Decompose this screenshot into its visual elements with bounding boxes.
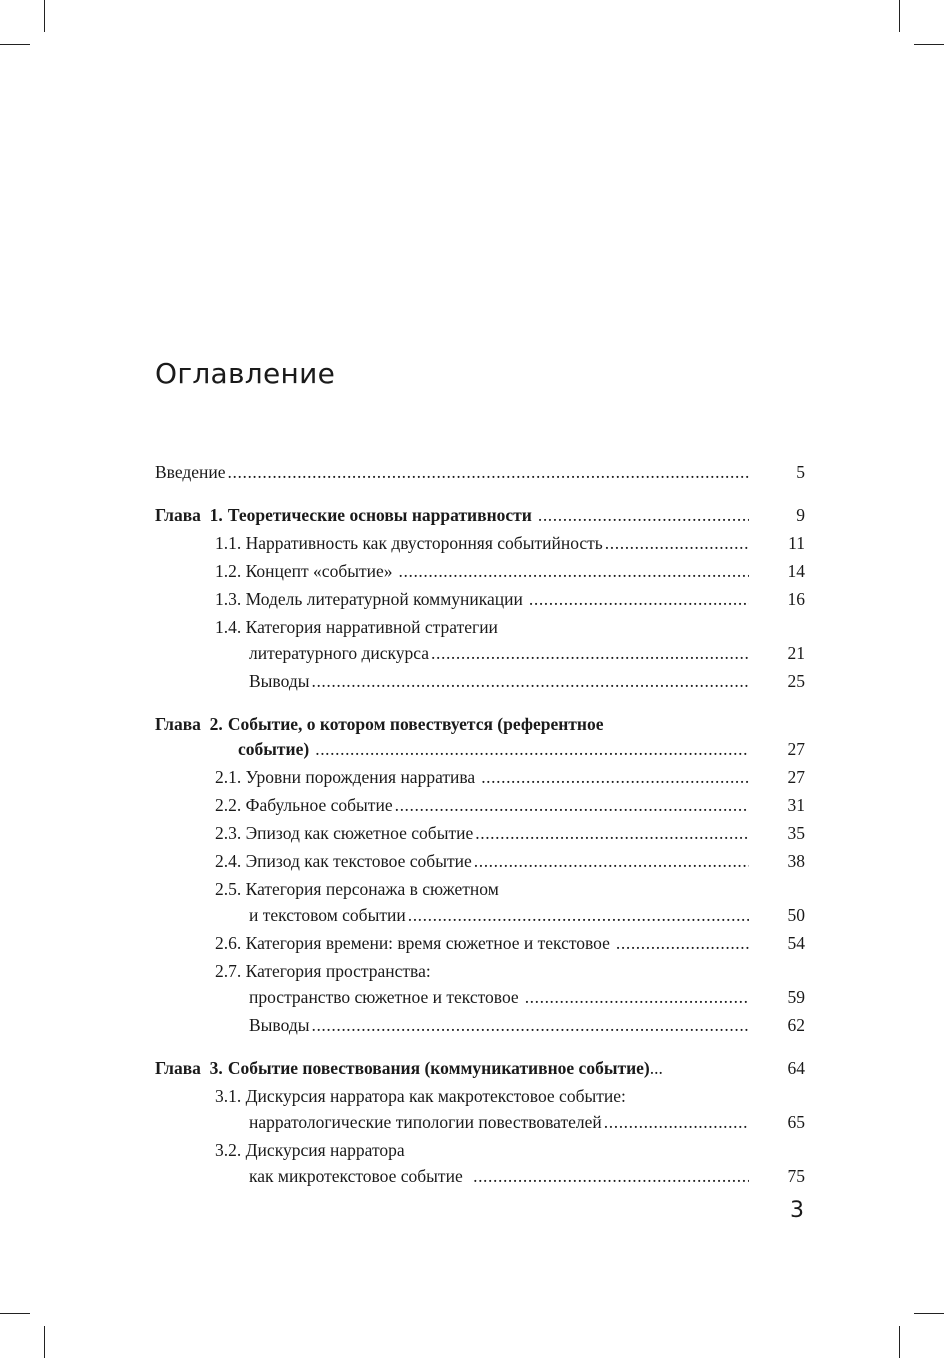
toc-entry-page: 5: [796, 462, 805, 482]
toc-entry-label: Выводы: [249, 671, 310, 691]
toc-entry-page: 21: [787, 643, 805, 663]
toc-entry-label: как микротекстовое событие: [249, 1166, 468, 1186]
chapter-prefix: Глава 3.: [155, 1058, 223, 1078]
toc-entry-1-4-cont[interactable]: [155, 639, 805, 667]
toc-entry-label: 2.4. Эпизод как текстовое событие: [215, 851, 472, 871]
toc-entry-2-1[interactable]: [155, 763, 805, 791]
leader-dots: [315, 735, 749, 763]
toc-entry-2-conclusions[interactable]: [155, 1011, 805, 1039]
page-number: 3: [790, 1198, 804, 1223]
leader-dots: [431, 639, 749, 667]
toc-entry-label: нарратологические типологии повествователей: [249, 1112, 602, 1132]
toc-entry-label: 3.2. Дискурсия нарратора: [215, 1140, 405, 1160]
toc-entry-1-2[interactable]: [155, 557, 805, 585]
toc-entry-2-5-cont[interactable]: [155, 901, 805, 929]
toc-entry-label: 1.3. Модель литературной коммуникации: [215, 589, 523, 609]
leader-dots: [395, 791, 749, 819]
crop-mark: [899, 1326, 900, 1358]
toc-entry-label: 1.2. Концепт «событие»: [215, 561, 393, 581]
page-title: Оглавление: [155, 357, 336, 390]
toc-entry-label: 2.1. Уровни порождения нарратива: [215, 767, 476, 787]
toc-entry-page: 27: [787, 767, 805, 787]
leader-dots: [408, 901, 749, 929]
toc-entry-2-7[interactable]: [155, 957, 805, 985]
leader-dots: [475, 819, 749, 847]
chapter-title: Теоретические основы нарративности: [227, 505, 532, 525]
toc-entry-page: 31: [787, 795, 805, 815]
toc-entry-page: 59: [787, 987, 805, 1007]
toc-entry-page: 27: [787, 739, 805, 759]
chapter-title: событие): [238, 739, 310, 759]
toc-entry-page: 11: [788, 533, 805, 553]
leader-dots: [616, 929, 749, 957]
toc-entry-page: 35: [787, 823, 805, 843]
toc-entry-label: 2.2. Фабульное событие: [215, 795, 393, 815]
toc-entry-page: 50: [787, 905, 805, 925]
toc-entry-label: 2.5. Категория персонажа в сюжетном: [215, 879, 499, 899]
toc-entry-page: 62: [787, 1015, 805, 1035]
toc-entry-page: 64: [787, 1058, 805, 1078]
toc-entry-2-6[interactable]: [155, 929, 805, 957]
toc-entry-1-conclusions[interactable]: [155, 667, 805, 695]
crop-mark: [0, 44, 30, 45]
toc-entry-2-7-cont[interactable]: [155, 983, 805, 1011]
leader-dots: ...: [649, 1058, 663, 1078]
toc-entry-2-4[interactable]: [155, 847, 805, 875]
toc-entry-page: 9: [796, 505, 805, 525]
toc-entry-2-2[interactable]: [155, 791, 805, 819]
leader-dots: [473, 1162, 749, 1190]
toc-entry-label: 1.1. Нарративность как двусторонняя событийность: [215, 533, 603, 553]
chapter-title: Событие, о котором повествуется (референтное: [227, 714, 604, 734]
leader-dots: [311, 1011, 749, 1039]
toc-entry-2-3[interactable]: [155, 819, 805, 847]
toc-entry-label: 2.6. Категория времени: время сюжетное и текстовое: [215, 933, 610, 953]
leader-dots: [311, 667, 749, 695]
toc-entry-label: и текстовом событии: [249, 905, 406, 925]
toc-entry-page: 16: [787, 589, 805, 609]
crop-mark: [899, 0, 900, 32]
crop-mark: [914, 1313, 944, 1314]
toc-entry-page: 25: [787, 671, 805, 691]
leader-dots: [605, 529, 749, 557]
toc-entry-3-2[interactable]: [155, 1136, 805, 1164]
toc-chapter-1[interactable]: [155, 501, 805, 529]
leader-dots: [474, 847, 749, 875]
toc-entry-page: 14: [787, 561, 805, 581]
toc-entry-page: 65: [787, 1112, 805, 1132]
toc-entry-page: 75: [787, 1166, 805, 1186]
chapter-prefix: Глава 2.: [155, 714, 223, 734]
toc-entry-intro[interactable]: [155, 458, 805, 486]
toc-entry-3-1[interactable]: [155, 1082, 805, 1110]
toc-entry-label: 3.1. Дискурсия нарратора как макротекстовое событие:: [215, 1086, 626, 1106]
toc-entry-3-2-cont[interactable]: [155, 1162, 805, 1190]
toc-entry-label: Введение: [155, 462, 226, 482]
toc-entry-label: 2.7. Категория пространства:: [215, 961, 431, 981]
toc-entry-label: 1.4. Категория нарративной стратегии: [215, 617, 498, 637]
toc-entry-2-5[interactable]: [155, 875, 805, 903]
toc-chapter-2[interactable]: [155, 710, 805, 738]
crop-mark: [44, 0, 45, 32]
toc-entry-1-3[interactable]: [155, 585, 805, 613]
crop-mark: [44, 1326, 45, 1358]
leader-dots: [481, 763, 749, 791]
toc-chapter-2-cont[interactable]: [155, 735, 805, 763]
leader-dots: [529, 585, 749, 613]
toc-entry-page: 38: [787, 851, 805, 871]
table-of-contents: [155, 458, 805, 1190]
leader-dots: [399, 557, 749, 585]
leader-dots: [525, 983, 749, 1011]
toc-entry-3-1-cont[interactable]: [155, 1108, 805, 1136]
toc-entry-label: 2.3. Эпизод как сюжетное событие: [215, 823, 474, 843]
toc-entry-label: пространство сюжетное и текстовое: [249, 987, 519, 1007]
toc-entry-1-1[interactable]: [155, 529, 805, 557]
toc-chapter-3[interactable]: [155, 1054, 805, 1082]
leader-dots: [228, 458, 749, 486]
leader-dots: [604, 1108, 749, 1136]
chapter-title: Событие повествования (коммуникативное событие): [227, 1058, 650, 1078]
crop-mark: [0, 1313, 30, 1314]
crop-mark: [914, 44, 944, 45]
chapter-prefix: Глава 1.: [155, 505, 223, 525]
toc-entry-label: Выводы: [249, 1015, 310, 1035]
toc-entry-label: литературного дискурса: [249, 643, 430, 663]
toc-entry-page: 54: [787, 933, 805, 953]
toc-entry-1-4[interactable]: [155, 613, 805, 641]
leader-dots: [538, 501, 749, 529]
